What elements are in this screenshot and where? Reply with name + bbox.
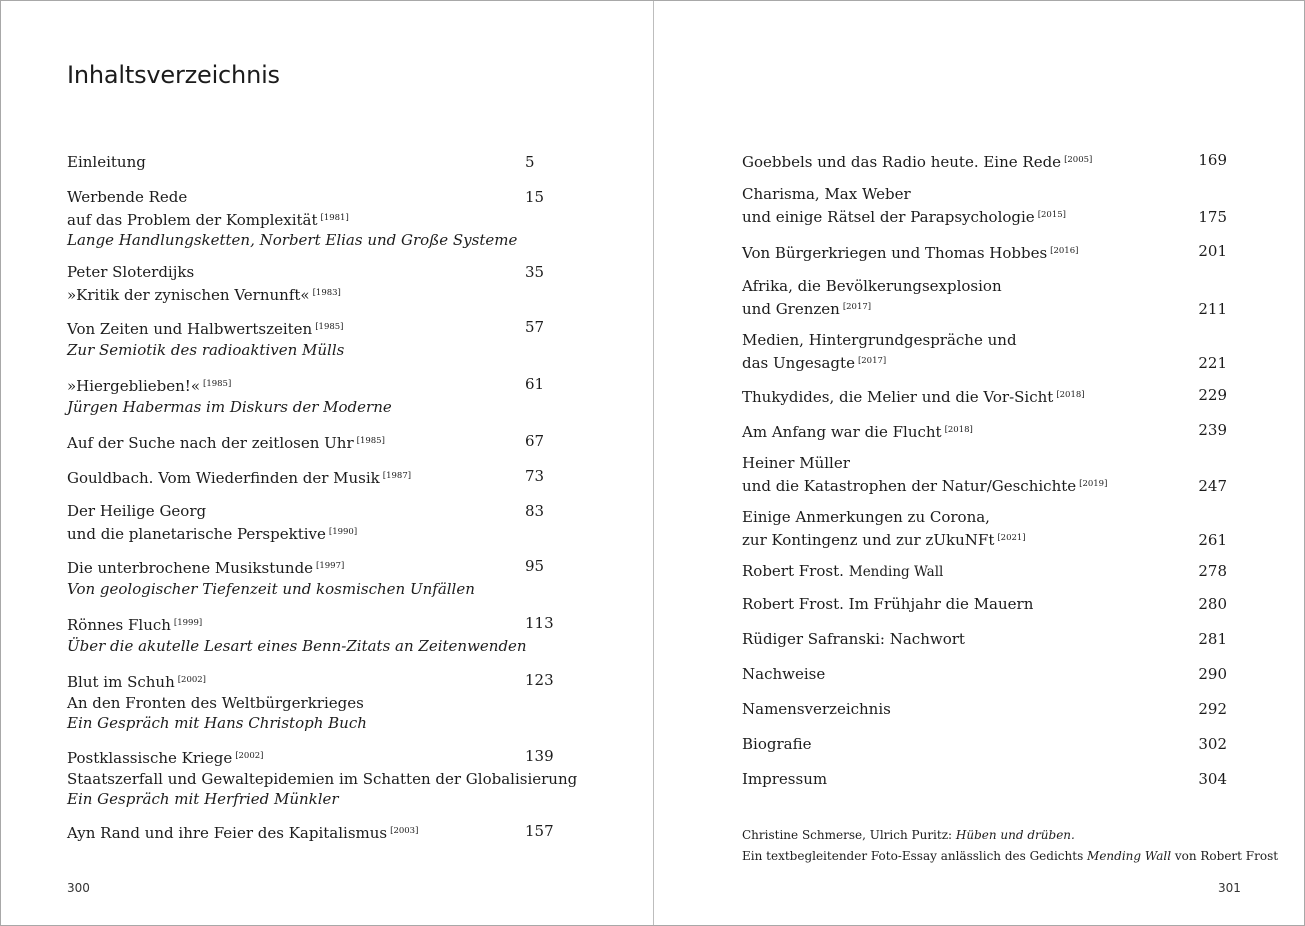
note-line-2 (742, 846, 1282, 867)
toc-entry-title (742, 699, 1227, 720)
toc-entry-page-number: 292 (1198, 700, 1227, 718)
toc-entry-page-number: 123 (525, 671, 554, 689)
toc-entry-text: Blut im Schuh (67, 673, 175, 691)
toc-entry-title (67, 317, 567, 340)
toc-entry (742, 150, 1227, 173)
toc-entry-text: Biografie (742, 735, 812, 753)
toc-entry-title-cont (67, 208, 567, 231)
toc-entry-title (67, 501, 567, 522)
toc-entry-title (742, 561, 1227, 583)
toc-entry-page-number: 157 (525, 822, 554, 840)
toc-entry-page-number: 239 (1198, 421, 1227, 439)
toc-entry-subtitle (67, 397, 567, 418)
toc-entry (742, 594, 1227, 615)
toc-entry (67, 317, 567, 360)
toc-entry-text: Von Bürgerkriegen und Thomas Hobbes (742, 244, 1048, 262)
toc-entry-title (742, 276, 1227, 297)
toc-entry-year: [1987] (382, 471, 412, 481)
toc-entry-page-number: 5 (525, 153, 535, 171)
toc-entry-page-number: 15 (525, 188, 545, 206)
toc-entry-year: [2002] (177, 675, 206, 685)
toc-entry (742, 699, 1227, 720)
toc-entry-text: Thukydides, die Melier und die Vor-Sicht (742, 388, 1054, 406)
toc-entry-page-number: 35 (525, 263, 545, 281)
toc-entry-text: Zur Semiotik des radioaktiven Mülls (67, 340, 345, 359)
toc-entry-text: Afrika, die Bevölkerungsexplosion (742, 277, 1002, 295)
toc-entry-title (67, 187, 567, 208)
toc-entry-text: Gouldbach. Vom Wiederfinden der Musik (67, 469, 380, 487)
toc-entry-text: Über die akutelle Lesart eines Benn-Zitats an Zeitenwenden (67, 636, 527, 655)
toc-entry-title (67, 152, 567, 173)
toc-entry-text: Rönnes Fluch (67, 616, 171, 634)
toc-entry-text: Auf der Suche nach der zeitlosen Uhr (67, 434, 354, 452)
toc-entry-text: und Grenzen (742, 299, 840, 318)
toc-entry-page-number: 211 (1198, 299, 1227, 318)
toc-entry-title (67, 374, 567, 397)
page-number-left: 300 (67, 881, 90, 895)
toc-entry (742, 629, 1227, 650)
toc-entry-subtitle (67, 579, 567, 600)
toc-entry-text: Ayn Rand und ihre Feier des Kapitalismus (67, 824, 388, 842)
toc-entry-title-cont (67, 693, 567, 714)
note-line-1 (742, 825, 1282, 846)
toc-entry-subtitle (67, 340, 567, 361)
toc-entry-page-number: 73 (525, 467, 545, 485)
toc-entry (67, 746, 578, 810)
toc-entry (742, 769, 1227, 790)
page-title: Inhaltsverzeichnis (67, 61, 280, 89)
toc-entry-page-number: 290 (1198, 665, 1227, 683)
toc-entry-text: An den Fronten des Weltbürgerkrieges (67, 693, 364, 712)
toc-entry-year: [1983] (312, 287, 341, 298)
toc-entry-title (742, 664, 1227, 685)
toc-entry-subtitle (67, 713, 567, 734)
toc-entry-page-number: 281 (1198, 630, 1227, 648)
toc-entry-text: Jürgen Habermas im Diskurs der Moderne (67, 397, 392, 416)
toc-entry-text: Werbende Rede (67, 188, 188, 206)
toc-entry-text: und die Katastrophen der Natur/Geschichte (742, 476, 1077, 495)
toc-entry-text: Von geologischer Tiefenzeit und kosmischen Unfällen (67, 579, 475, 598)
toc-entry-title-cont (742, 205, 1227, 228)
toc-entry-year: [2017] (857, 355, 887, 366)
toc-entry-title-cont (67, 769, 578, 790)
toc-entry-year: [2015] (1037, 209, 1066, 220)
toc-entry (67, 431, 567, 454)
toc-entry-title (67, 821, 567, 844)
toc-entry-text: Staatszerfall und Gewaltepidemien im Schatten der Globalisierung (67, 769, 578, 788)
toc-entry-title (67, 556, 567, 579)
toc-entry (742, 507, 1227, 550)
toc-entry-text: Robert Frost. Im Frühjahr die Mauern (742, 595, 1034, 613)
toc-entry-text: Ein Gespräch mit Herfried Münkler (67, 790, 339, 808)
toc-entry-year: [2021] (997, 532, 1026, 543)
toc-entry-title (742, 385, 1227, 408)
toc-entry-year: [1997] (316, 561, 345, 571)
toc-entry-title (67, 746, 567, 769)
right-page (654, 1, 1304, 925)
toc-entry (67, 821, 567, 844)
toc-entry-text: »Hiergeblieben!« (67, 377, 201, 395)
toc-entry-title (742, 507, 1227, 528)
toc-entry-title (67, 670, 567, 693)
toc-entry (67, 152, 567, 173)
toc-entry-text: Charisma, Max Weber (742, 185, 911, 203)
toc-entry-year: [2003] (390, 826, 419, 836)
toc-entry-page-number: 95 (525, 557, 545, 575)
toc-entry-page-number: 280 (1198, 595, 1227, 613)
toc-entry-subtitle (67, 230, 567, 251)
toc-entry-year: [1985] (356, 436, 385, 446)
toc-entry-page-number: 302 (1198, 735, 1227, 753)
toc-entry-year: [1990] (328, 526, 358, 537)
toc-entry-subtitle (67, 636, 567, 657)
toc-entry-text: zur Kontingenz und zur zUkuNFt (742, 530, 995, 549)
toc-entry-page-number: 61 (525, 375, 545, 393)
toc-entry-text: Postklassische Kriege (67, 749, 233, 767)
toc-entry-title (742, 150, 1227, 173)
toc-entry (67, 374, 567, 417)
toc-entry (742, 385, 1227, 408)
toc-entry-text: Am Anfang war die Flucht (742, 423, 942, 441)
toc-entry-title (742, 453, 1227, 474)
toc-entry (67, 613, 567, 656)
toc-entry-page-number: 261 (1198, 530, 1227, 549)
toc-entry (67, 262, 567, 305)
toc-entry-page-number: 113 (525, 614, 554, 632)
toc-entry-title (742, 184, 1227, 205)
toc-entry-text: Namensverzeichnis (742, 700, 891, 718)
toc-entry-title (742, 594, 1227, 615)
left-page (1, 1, 653, 925)
toc-entry-year: [2002] (235, 751, 264, 761)
toc-entry-title (67, 613, 567, 636)
note-description: Ein textbegleitender Foto-Essay anlässlich des Gedichts (742, 849, 1088, 863)
toc-entry-title (742, 330, 1227, 351)
toc-entry-title (67, 466, 567, 489)
toc-entry-page-number: 169 (1198, 151, 1227, 169)
toc-entry (742, 734, 1227, 755)
toc-entry-year: [1999] (173, 618, 203, 628)
toc-entry-title (67, 262, 567, 283)
toc-entry-title (742, 769, 1227, 790)
toc-entry-text: Der Heilige Georg (67, 502, 207, 520)
note-poem-author: von Robert Frost (1171, 849, 1279, 863)
toc-entry-text: Heiner Müller (742, 454, 850, 472)
toc-entry-text: Nachweise (742, 665, 826, 683)
toc-entry-title-cont (742, 297, 1227, 320)
toc-entry-text: Ein Gespräch mit Hans Christoph Buch (67, 714, 367, 732)
toc-entry (742, 241, 1227, 264)
toc-entry-text: Impressum (742, 770, 828, 788)
photo-essay-note (742, 825, 1282, 867)
toc-entry-year: [2016] (1050, 246, 1079, 256)
toc-entry (742, 420, 1227, 443)
toc-entry-year: [2018] (1056, 390, 1085, 400)
toc-entry-text: und die planetarische Perspektive (67, 524, 326, 543)
toc-entry (67, 670, 567, 734)
toc-entry-title-cont (67, 522, 567, 545)
toc-entry-year: [1985] (203, 379, 232, 389)
note-poem-title: Mending Wall (1087, 849, 1172, 863)
toc-entry-subtitle (67, 789, 567, 810)
toc-entry-text: Goebbels und das Radio heute. Eine Rede (742, 153, 1062, 171)
toc-entry-year: [1981] (320, 212, 349, 223)
toc-entry-text: Medien, Hintergrundgespräche und (742, 331, 1017, 349)
toc-entry-page-number: 83 (525, 502, 545, 520)
toc-entry-page-number: 57 (525, 318, 545, 336)
toc-entry (742, 453, 1227, 496)
toc-entry (67, 187, 567, 251)
toc-entry-text: Peter Sloterdijks (67, 263, 195, 281)
toc-entry-year: [2019] (1079, 478, 1108, 489)
toc-entry-year: [2005] (1064, 155, 1093, 165)
toc-entry-page-number: 304 (1198, 770, 1227, 788)
toc-entry (742, 184, 1227, 227)
toc-entry-text: Von Zeiten und Halbwertszeiten (67, 320, 313, 338)
toc-entry (67, 556, 567, 599)
toc-entry-page-number: 175 (1198, 207, 1227, 226)
toc-entry-year: [2018] (944, 425, 973, 435)
toc-entry-text: Einige Anmerkungen zu Corona, (742, 508, 990, 526)
toc-entry (742, 330, 1227, 373)
toc-entry (67, 501, 567, 544)
toc-entry-page-number: 278 (1198, 562, 1227, 580)
toc-entry (67, 466, 567, 489)
toc-entry-year: [2017] (842, 301, 872, 312)
toc-entry (742, 561, 1227, 583)
toc-entry-poem-title: Mending Wall (848, 564, 944, 580)
toc-entry-title (742, 241, 1227, 264)
toc-entry-text: auf das Problem der Komplexität (67, 210, 318, 229)
toc-entry-title (742, 629, 1227, 650)
toc-entry-text: Die unterbrochene Musikstunde (67, 559, 314, 577)
toc-entry-text: »Kritik der zynischen Vernunft« (67, 285, 310, 304)
toc-entry-text: Einleitung (67, 153, 146, 171)
toc-entry-title (742, 420, 1227, 443)
toc-entry-text: Rüdiger Safranski: Nachwort (742, 630, 965, 648)
toc-entry-text: Lange Handlungsketten, Norbert Elias und Große Systeme (67, 231, 518, 249)
toc-entry-year: [1985] (315, 322, 344, 332)
toc-entry-text: Robert Frost. (742, 562, 844, 580)
toc-entry-text: das Ungesagte (742, 353, 855, 372)
toc-entry-text: und einige Rätsel der Parapsychologie (742, 207, 1035, 226)
toc-entry-page-number: 247 (1198, 476, 1227, 495)
note-authors: Christine Schmerse, Ulrich Puritz: (742, 828, 956, 842)
toc-entry-title (742, 734, 1227, 755)
toc-entry (742, 664, 1227, 685)
toc-entry-page-number: 201 (1198, 242, 1227, 260)
toc-entry-page-number: 139 (525, 747, 554, 765)
note-title: Hüben und drüben. (955, 828, 1075, 842)
toc-entry-page-number: 67 (525, 432, 545, 450)
toc-entry-title-cont (67, 283, 567, 306)
toc-entry-page-number: 221 (1198, 353, 1227, 372)
toc-entry-page-number: 229 (1198, 386, 1227, 404)
toc-entry (742, 276, 1227, 319)
toc-entry-title-cont (742, 474, 1227, 497)
page-number-right: 301 (1218, 881, 1241, 895)
toc-entry-title (67, 431, 567, 454)
toc-entry-title-cont (742, 528, 1227, 551)
toc-entry-title-cont (742, 351, 1227, 374)
